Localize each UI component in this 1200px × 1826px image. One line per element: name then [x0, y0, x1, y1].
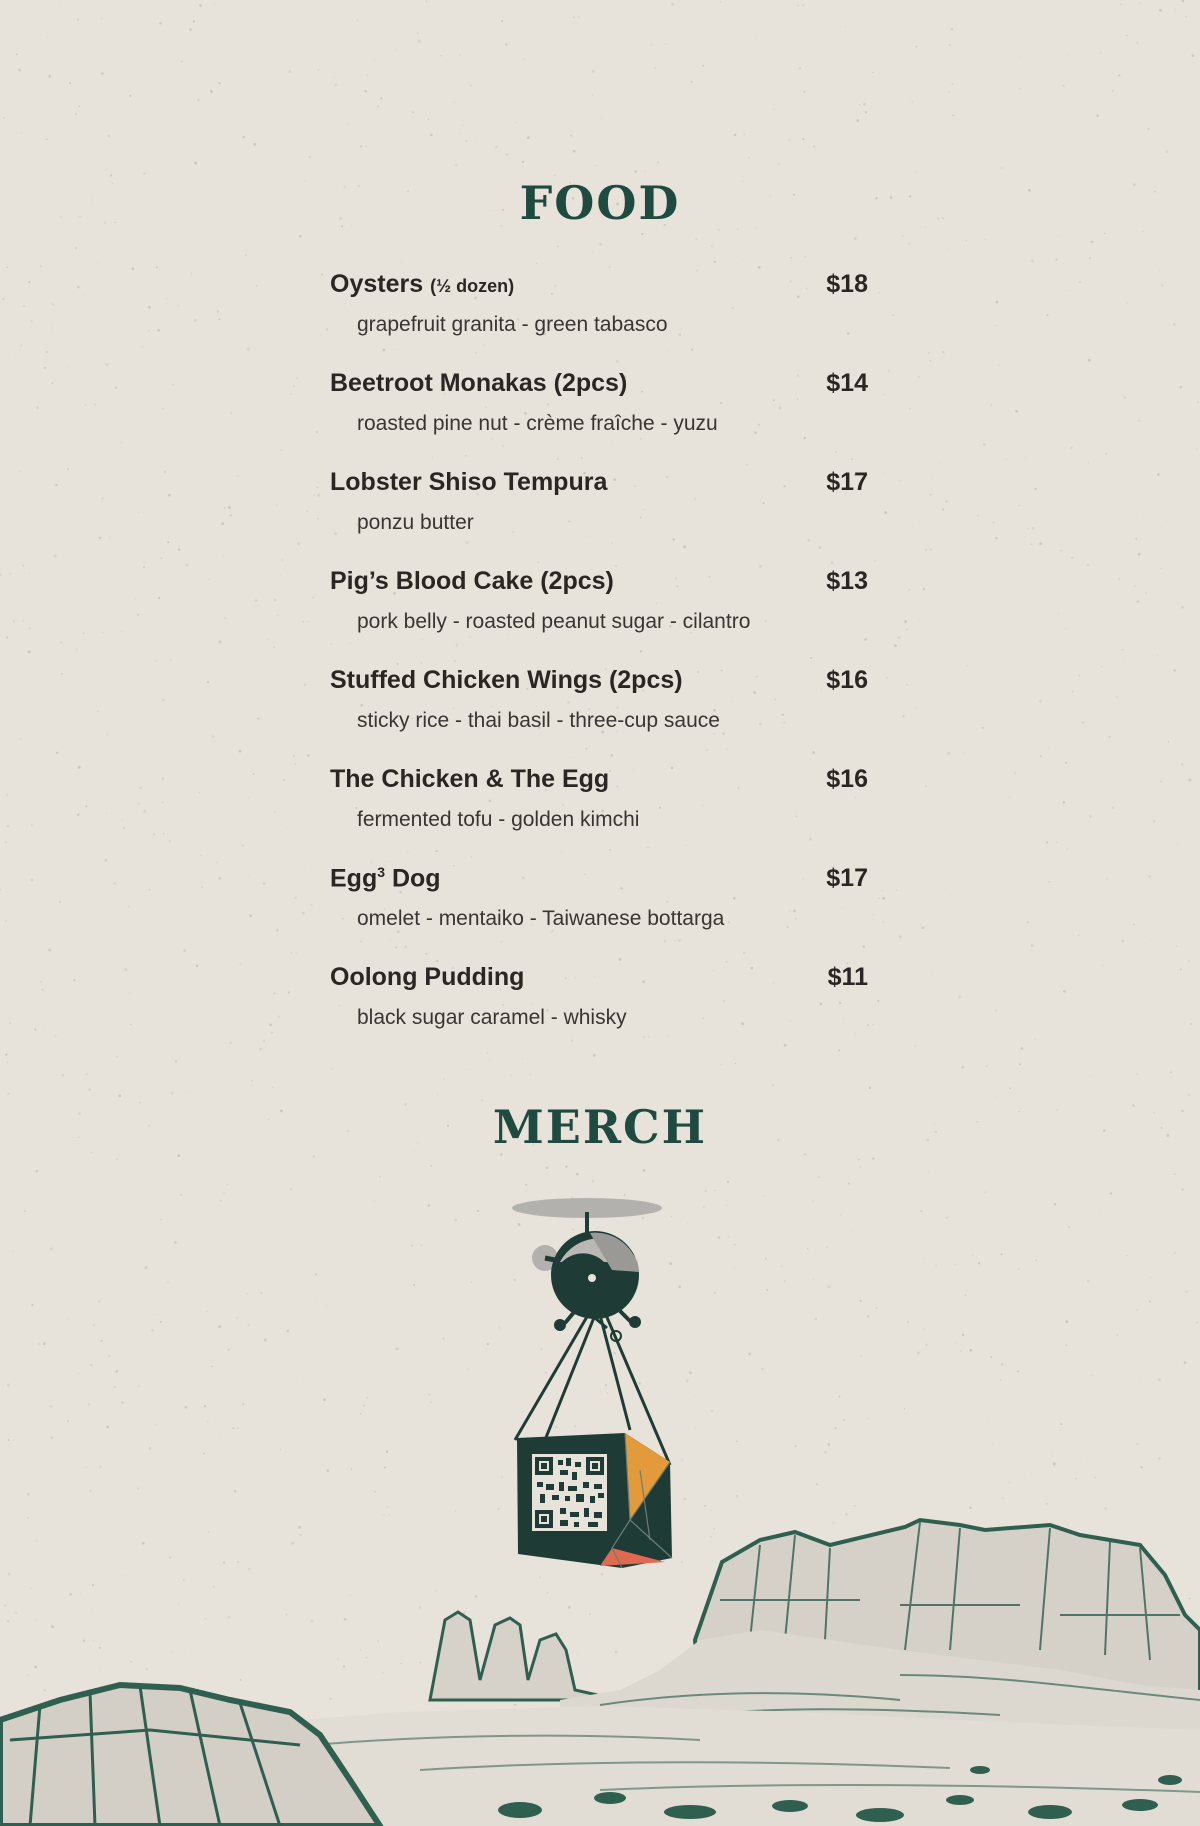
qr-crate-icon — [517, 1433, 672, 1568]
item-name: Beetroot Monakas (2pcs) — [330, 369, 628, 397]
item-name: Pig’s Blood Cake (2pcs) — [330, 567, 614, 595]
menu-item-beetroot-monakas — [330, 367, 868, 466]
item-description: sticky rice - thai basil - three-cup sauce — [357, 709, 720, 732]
item-name: Oysters (½ dozen) — [330, 270, 515, 298]
menu-item-pigs-blood-cake — [330, 565, 868, 664]
item-description: roasted pine nut - crème fraîche - yuzu — [357, 412, 718, 435]
item-price: $17 — [826, 864, 868, 892]
merch-heading: MERCH — [492, 1100, 708, 1154]
item-name: The Chicken & The Egg — [330, 765, 610, 793]
menu-item-egg3-dog — [330, 862, 868, 961]
item-qualifier: (½ dozen) — [430, 276, 515, 296]
superscript: 3 — [377, 864, 386, 880]
item-name: Stuffed Chicken Wings (2pcs) — [330, 666, 683, 694]
menu-item-lobster-shiso-tempura — [330, 466, 868, 565]
item-description: fermented tofu - golden kimchi — [357, 808, 640, 831]
item-description: pork belly - roasted peanut sugar - cilantro — [357, 610, 751, 633]
item-description: ponzu butter — [357, 511, 474, 534]
merch-illustration — [0, 1180, 1200, 1826]
item-name: Oolong Pudding — [330, 963, 525, 991]
menu-item-oysters — [330, 268, 868, 367]
menu-item-chicken-and-egg — [330, 763, 868, 862]
item-description: black sugar caramel - whisky — [357, 1006, 627, 1029]
item-description: omelet - mentaiko - Taiwanese bottarga — [357, 907, 725, 930]
food-heading: FOOD — [519, 176, 681, 230]
item-price: $18 — [826, 270, 868, 298]
item-price: $11 — [827, 963, 868, 991]
item-description: grapefruit granita - green tabasco — [357, 313, 668, 336]
item-name: Lobster Shiso Tempura — [330, 468, 608, 496]
menu-item-stuffed-chicken-wings — [330, 664, 868, 763]
item-price: $16 — [826, 765, 868, 793]
item-name: Egg$^3$ Dog — [330, 864, 441, 893]
item-price: $14 — [826, 369, 868, 397]
menu-item-oolong-pudding — [330, 961, 868, 1060]
item-price: $17 — [826, 468, 868, 496]
food-menu-list — [330, 268, 868, 1060]
desert-landscape — [0, 1520, 1200, 1826]
item-price: $16 — [826, 666, 868, 694]
item-price: $13 — [826, 567, 868, 595]
